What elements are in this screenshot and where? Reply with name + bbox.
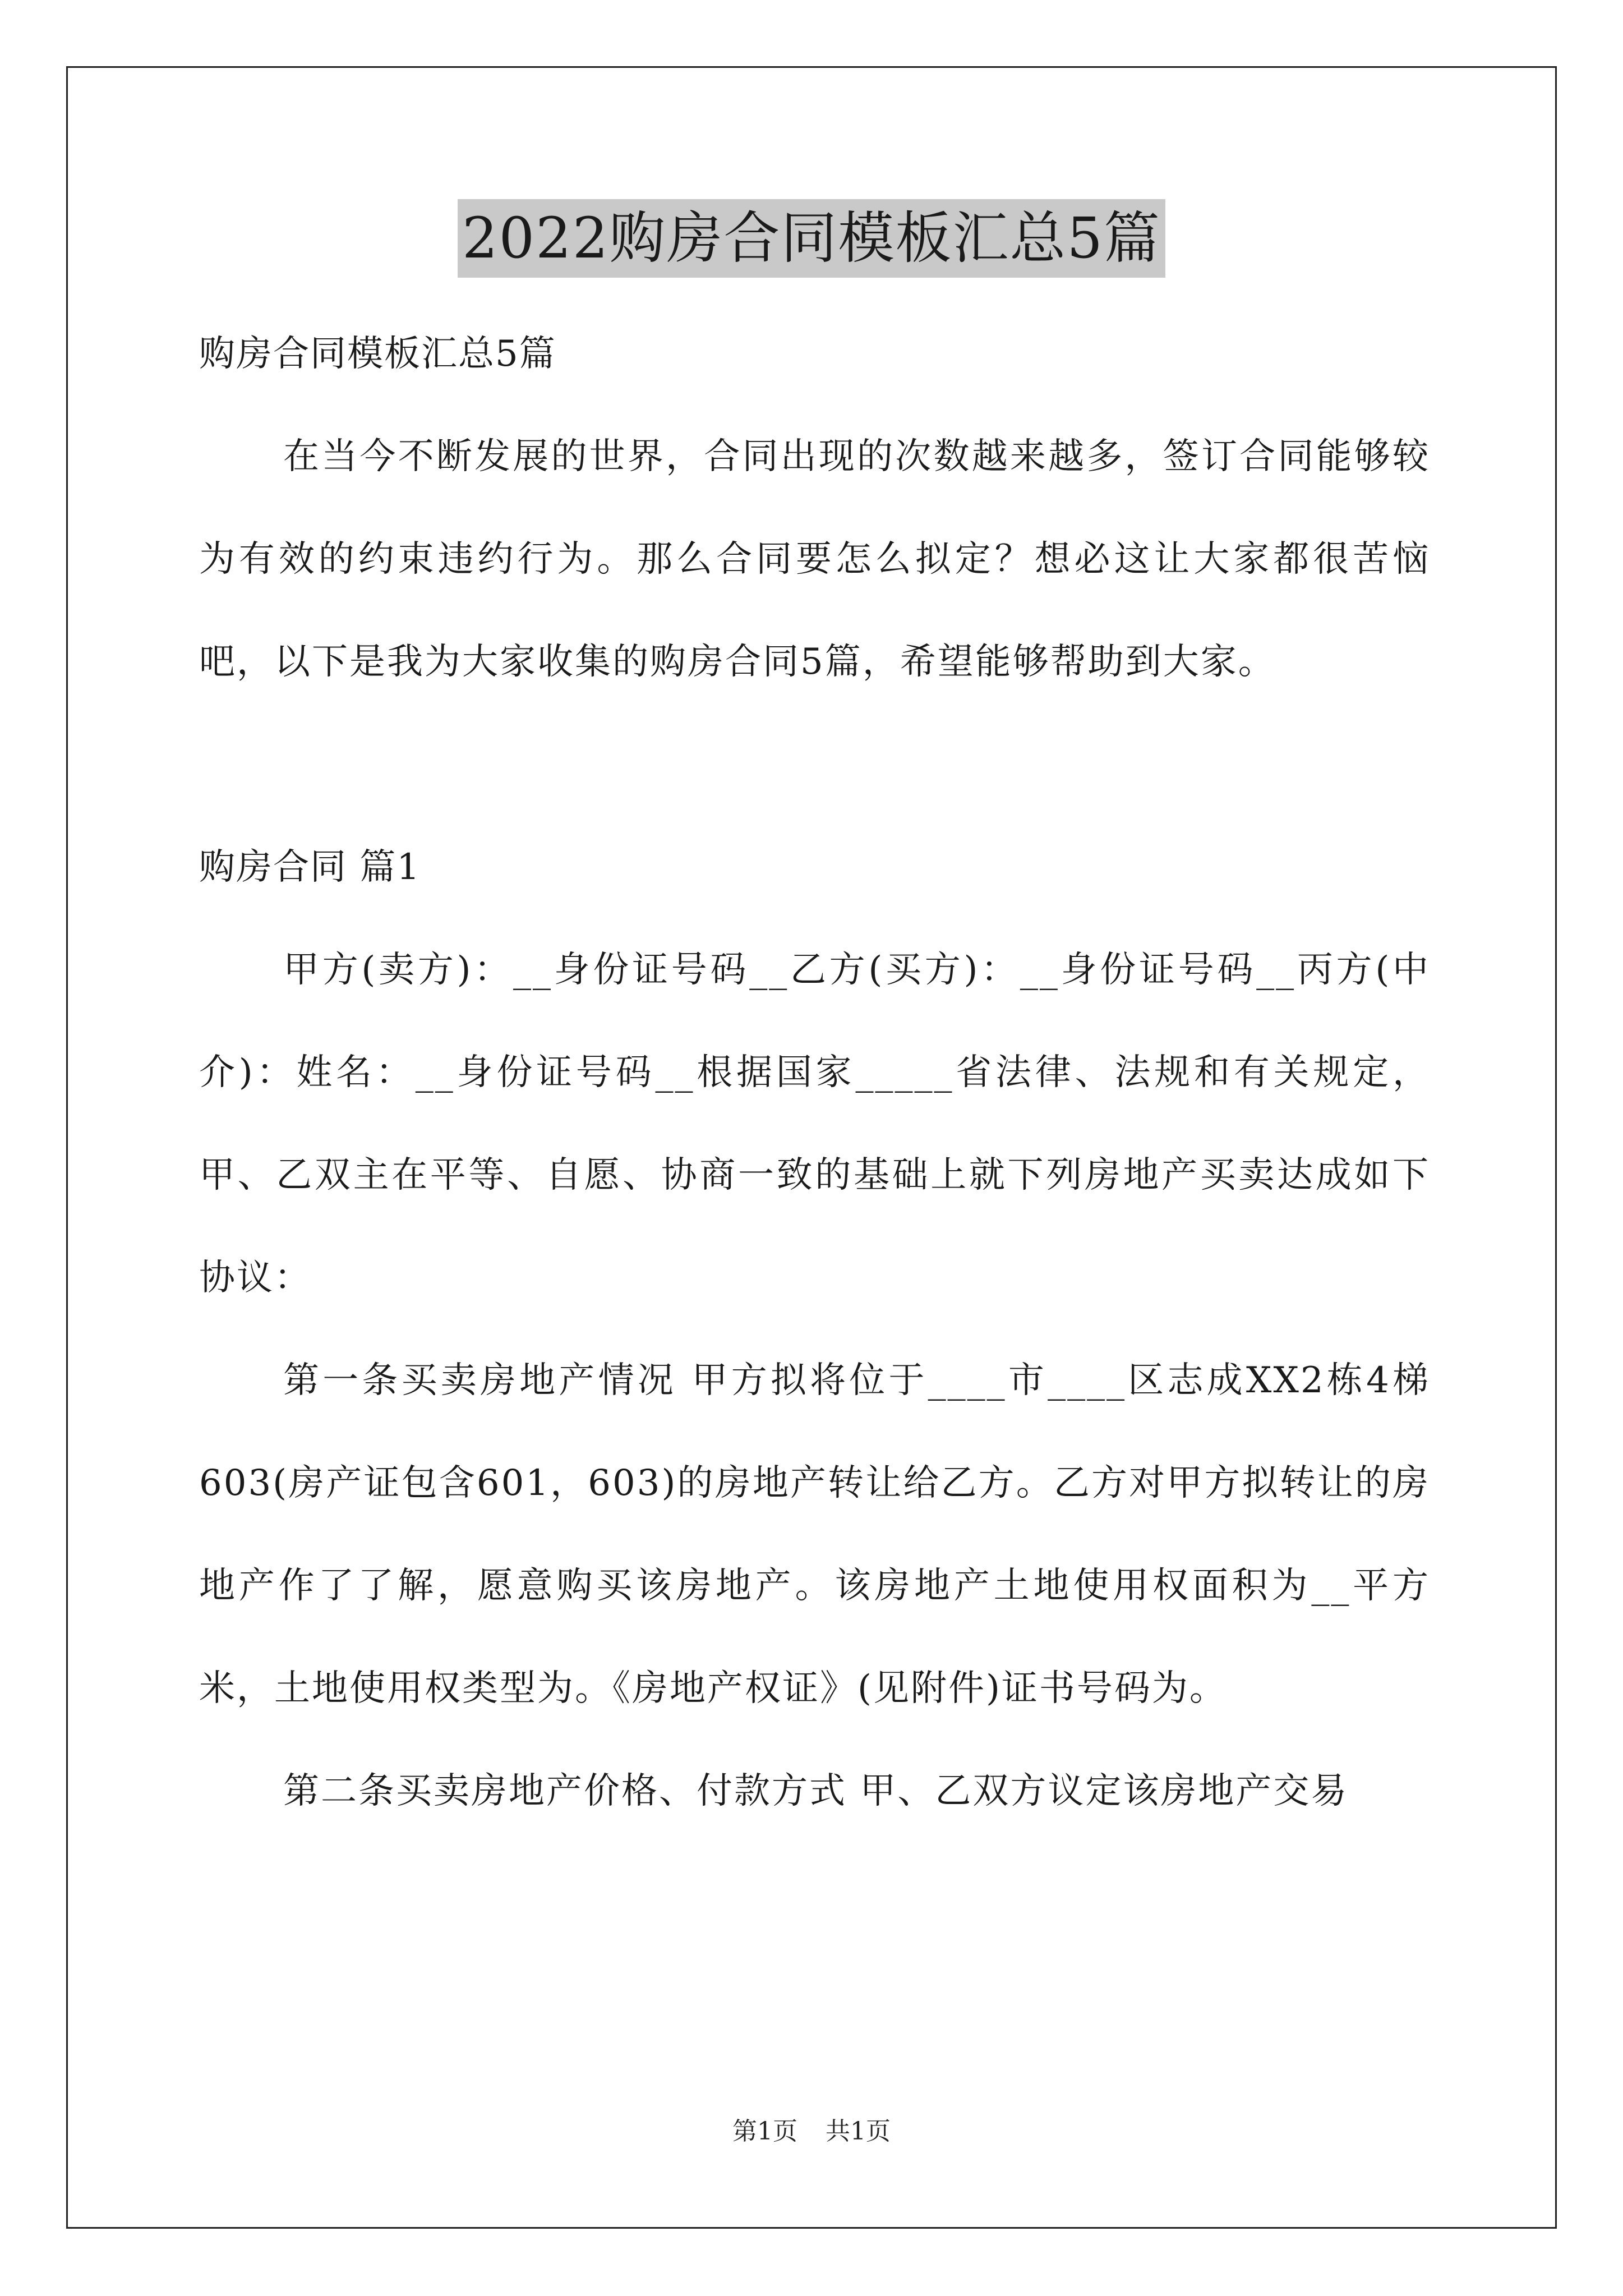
- document-subtitle: 购房合同模板汇总5篇: [199, 333, 556, 375]
- spacer: [199, 714, 1430, 816]
- intro-paragraph: 在当今不断发展的世界，合同出现的次数越来越多，签订合同能够较为有效的约束违约行为。那么合同要怎么拟定？想必这让大家都很苦恼吧，以下是我为大家收集的购房合同5篇，希望能够帮助到大家。: [199, 436, 1430, 683]
- section-heading: 购房合同 篇1: [199, 846, 421, 888]
- document-title: 2022购房合同模板汇总5篇: [458, 199, 1165, 278]
- contract-paragraph-article-2: 第二条买卖房地产价格、付款方式 甲、乙双方议定该房地产交易: [283, 1770, 1349, 1812]
- contract-paragraph-article-1: 第一条买卖房地产情况 甲方拟将位于____市____区志成XX2栋4梯603(房产证包含601，603)的房地产转让给乙方。乙方对甲方拟转让的房地产作了了解，愿意购买该房地产。该房地产土地使用权面积为__平方米，土地使用权类型为。《房地产权证》(见附件)证书号码为。: [199, 1360, 1430, 1709]
- title-container: [0, 199, 1623, 278]
- contract-paragraph-parties: 甲方(卖方)：__身份证号码__乙方(买方)：__身份证号码__丙方(中介)：姓名：__身份证号码__根据国家_____省法律、法规和有关规定，甲、乙双主在平等、自愿、协商一致的基础上就下列房地产买卖达成如下协议：: [199, 949, 1430, 1299]
- document-body: [199, 303, 1430, 1843]
- page-total: 共1页: [826, 2117, 891, 2146]
- page-number: 第1页: [732, 2117, 797, 2146]
- page-footer: [0, 2115, 1623, 2148]
